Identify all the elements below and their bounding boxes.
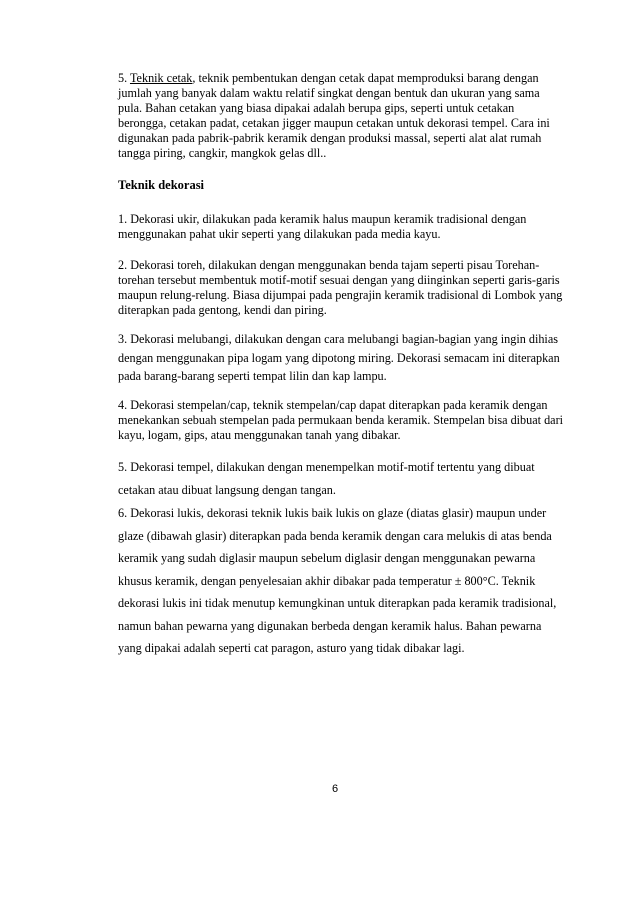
list-item-dekorasi-melubangi: 3. Dekorasi melubangi, dilakukan dengan cara melubangi bagian-bagian yang ingin dihias dengan menggunakan pipa logam yang dipotong miring. Dekorasi semacam ini diterapkan pada barang-barang seperti tempat lilin dan kap lampu. — [118, 332, 560, 383]
list-item-dekorasi-lukis: 6. Dekorasi lukis, dekorasi teknik lukis baik lukis on glaze (diatas glasir) maupun under glaze (dibawah glasir) diterapkan pada benda keramik dengan cara melukis di atas benda keramik yang sudah diglasir maupun sebelum diglasir dengan menggunakan pewarna khusus keramik, dengan penyelesaian akhir dibakar pada temperatur ± 800°C. Teknik dekorasi lukis ini tidak menutup kemungkinan untuk diterapkan pada keramik tradisional, namun bahan pewarna yang digunakan berbeda dengan keramik halus. Bahan pewarna yang dipakai adalah seperti cat paragon, asturo yang tidak dibakar lagi. — [118, 506, 557, 655]
paragraph-teknik-cetak — [118, 71, 564, 161]
list-item-dekorasi-stempelan: 4. Dekorasi stempelan/cap, teknik stempelan/cap dapat diterapkan pada keramik dengan menekankan sebuah stempelan pada permukaan benda keramik. Stempelan bisa dibuat dari kayu, logam, gips, atau menggunakan tanah yang dibakar. — [118, 398, 564, 442]
term-teknik-cetak: Teknik cetak — [129, 71, 193, 85]
paragraph-number: 5. — [118, 71, 128, 85]
list-item-dekorasi-tempel: 5. Dekorasi tempel, dilakukan dengan menempelkan motif-motif tertentu yang dibuat cetakan atau dibuat langsung dengan tangan. — [118, 460, 535, 497]
paragraph-text: , teknik pembentukan dengan cetak dapat memproduksi barang dengan jumlah yang banyak dalam waktu relatif singkat dengan bentuk dan ukuran yang sama pula. Bahan cetakan yang biasa dipakai adalah berupa gips, seperti untuk cetakan berongga, cetakan padat, cetakan jigger maupun cetakan untuk dekorasi tempel. Cara ini digunakan pada pabrik-pabrik keramik dengan produksi massal, seperti alat alat rumah tangga piring, cangkir, mangkok gelas dll.. — [118, 71, 550, 160]
page-number: 6 — [331, 783, 339, 795]
list-item-dekorasi-ukir: 1. Dekorasi ukir, dilakukan pada keramik halus maupun keramik tradisional dengan menggunakan pahat ukir seperti yang dilakukan pada media kayu. — [118, 212, 527, 241]
section-heading: Teknik dekorasi — [118, 178, 205, 192]
list-item-dekorasi-toreh: 2. Dekorasi toreh, dilakukan dengan menggunakan benda tajam seperti pisau Torehan-torehan tersebut membentuk motif-motif sesuai dengan yang diinginkan seperti garis-garis maupun relung-relung. Biasa dijumpai pada pengrajin keramik tradisional di Lombok yang diterapkan pada gentong, kendi dan piring. — [118, 258, 563, 317]
